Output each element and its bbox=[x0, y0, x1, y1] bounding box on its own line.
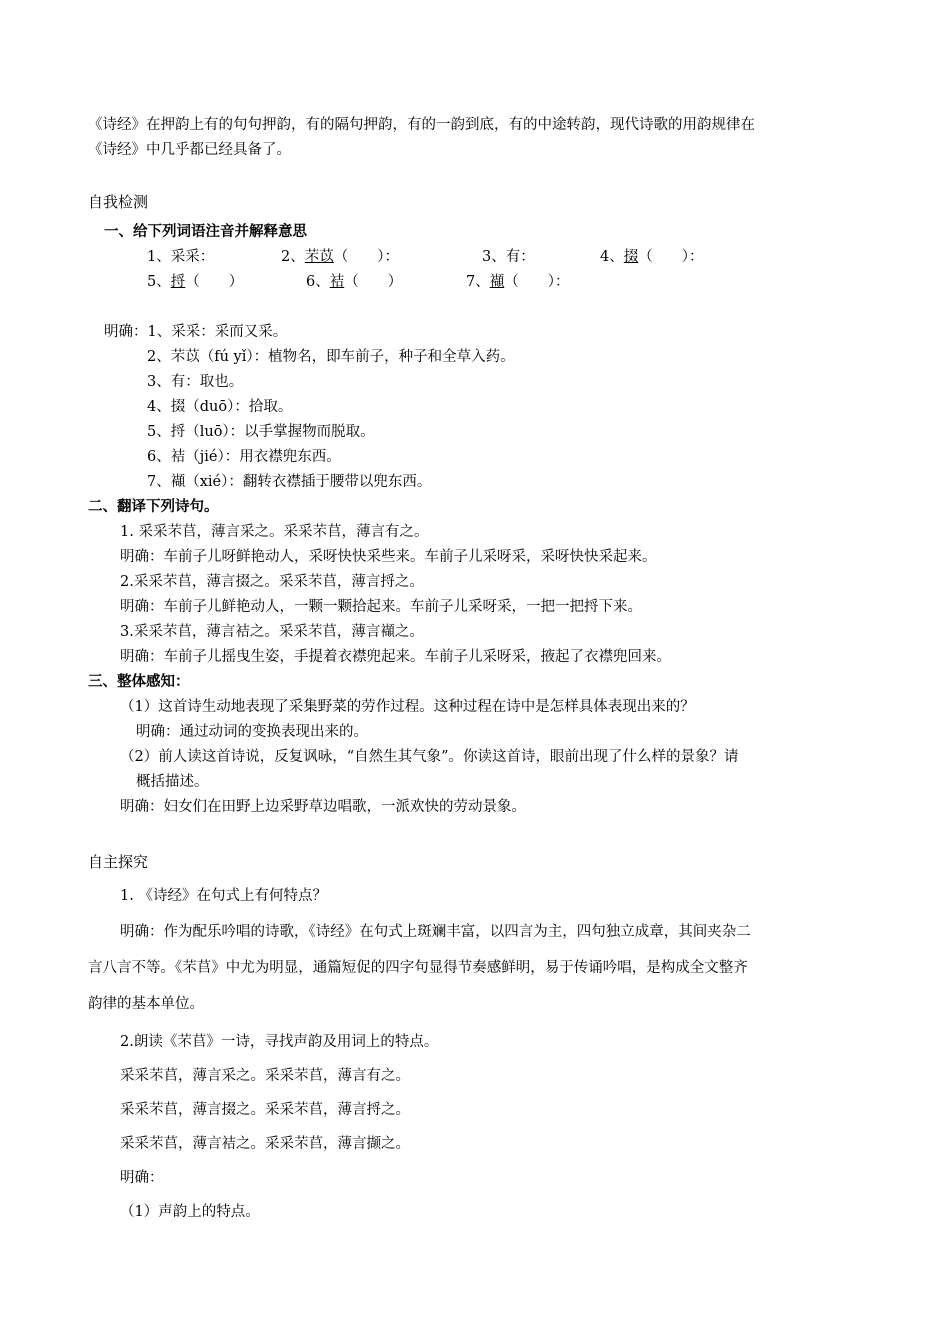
vocab-answer-3: 3、有：取也。 bbox=[147, 374, 244, 390]
explore-question-1: 1. 《诗经》在句式上有何特点？ bbox=[120, 888, 327, 904]
vocab-answer-5: 5、捋（luō）：以手掌握物而脱取。 bbox=[147, 424, 375, 440]
vocab-item-4: 4、掇（ ）： bbox=[600, 249, 704, 265]
explore-answer-1-line-3: 韵律的基本单位。 bbox=[88, 996, 204, 1012]
self-check-heading: 自我检测 bbox=[88, 193, 149, 211]
translate-line-2: 明确：车前子儿呀鲜艳动人，采呀快快采些来。车前子儿采呀采，采呀快快采起来。 bbox=[120, 549, 657, 565]
section-2-heading: 二、翻译下列诗句。 bbox=[88, 498, 219, 515]
vocab-item-1: 1、采采： bbox=[147, 249, 215, 265]
intro-line-2: 《诗经》中几乎都已经具备了。 bbox=[88, 142, 291, 158]
poem-line-2: 采采芣苢，薄言掇之。采采芣苢，薄言捋之。 bbox=[120, 1102, 410, 1118]
perception-answer-1: 明确：通过动词的变换表现出来的。 bbox=[136, 724, 368, 740]
perception-answer-2: 明确：妇女们在田野上边采野草边唱歌，一派欢快的劳动景象。 bbox=[120, 799, 526, 815]
translate-line-4: 明确：车前子儿鲜艳动人，一颗一颗拾起来。车前子儿采呀采，一把一把捋下来。 bbox=[120, 599, 642, 615]
explore-answer-1-line-2: 言八言不等。《芣苢》中尤为明显，通篇短促的四字句显得节奏感鲜明，易于传诵吟唱，是构成全文整齐 bbox=[88, 960, 748, 976]
vocab-row-2 bbox=[0, 272, 950, 292]
vocab-item-6: 6、袺（ ） bbox=[306, 274, 403, 290]
perception-question-2-cont: 概括描述。 bbox=[136, 774, 209, 790]
poem-line-3: 采采芣苢，薄言袺之。采采芣苢，薄言撷之。 bbox=[120, 1136, 410, 1152]
explore-question-2: 2.朗读《芣苢》一诗，寻找声韵及用词上的特点。 bbox=[120, 1034, 439, 1050]
vocab-item-5: 5、捋（ ） bbox=[147, 274, 244, 290]
perception-question-2: （2）前人读这首诗说，反复讽咏，“自然生其气象”。你读这首诗，眼前出现了什么样的景象？请 bbox=[120, 749, 739, 765]
explore-heading: 自主探究 bbox=[88, 853, 149, 871]
section-3-heading: 三、整体感知： bbox=[88, 673, 190, 690]
vocab-item-7: 7、襭（ ）： bbox=[466, 274, 570, 290]
vocab-answer-1: 明确：1、采采：采而又采。 bbox=[104, 324, 288, 340]
explore-answer-1-line-1: 明确：作为配乐吟唱的诗歌，《诗经》在句式上斑斓丰富，以四言为主，四句独立成章，其间夹杂二 bbox=[120, 924, 751, 940]
explore-answer-label: 明确： bbox=[120, 1170, 164, 1186]
vocab-item-2: 2、芣苡（ ）： bbox=[281, 249, 399, 265]
perception-question-1: （1）这首诗生动地表现了采集野菜的劳作过程。这种过程在诗中是怎样具体表现出来的？ bbox=[120, 699, 695, 715]
explore-point-1: （1）声韵上的特点。 bbox=[120, 1204, 260, 1220]
vocab-answer-6: 6、袺（jié）：用衣襟兜东西。 bbox=[147, 449, 341, 465]
vocab-answer-4: 4、掇（duō）：拾取。 bbox=[147, 399, 293, 415]
vocab-answer-2: 2、芣苡（fú yǐ）：植物名，即车前子，种子和全草入药。 bbox=[147, 349, 515, 365]
vocab-item-3: 3、有： bbox=[482, 249, 535, 265]
vocab-row-1 bbox=[0, 247, 950, 267]
translate-line-5: 3.采采芣苢，薄言袺之。采采芣苢，薄言襭之。 bbox=[120, 624, 424, 640]
translate-line-3: 2.采采芣苢，薄言掇之。采采芣苢，薄言捋之。 bbox=[120, 574, 424, 590]
translate-line-1: 1. 采采芣苢，薄言采之。采采芣苢，薄言有之。 bbox=[120, 524, 429, 540]
poem-line-1: 采采芣苢，薄言采之。采采芣苢，薄言有之。 bbox=[120, 1068, 410, 1084]
section-1-heading: 一、给下列词语注音并解释意思 bbox=[104, 223, 307, 240]
vocab-answer-7: 7、襭（xié）：翻转衣襟插于腰带以兜东西。 bbox=[147, 474, 432, 490]
translate-line-6: 明确：车前子儿摇曳生姿，手提着衣襟兜起来。车前子儿采呀采，掖起了衣襟兜回来。 bbox=[120, 649, 671, 665]
intro-line-1: 《诗经》在押韵上有的句句押韵，有的隔句押韵，有的一韵到底，有的中途转韵，现代诗歌的用韵规律在 bbox=[88, 117, 755, 133]
